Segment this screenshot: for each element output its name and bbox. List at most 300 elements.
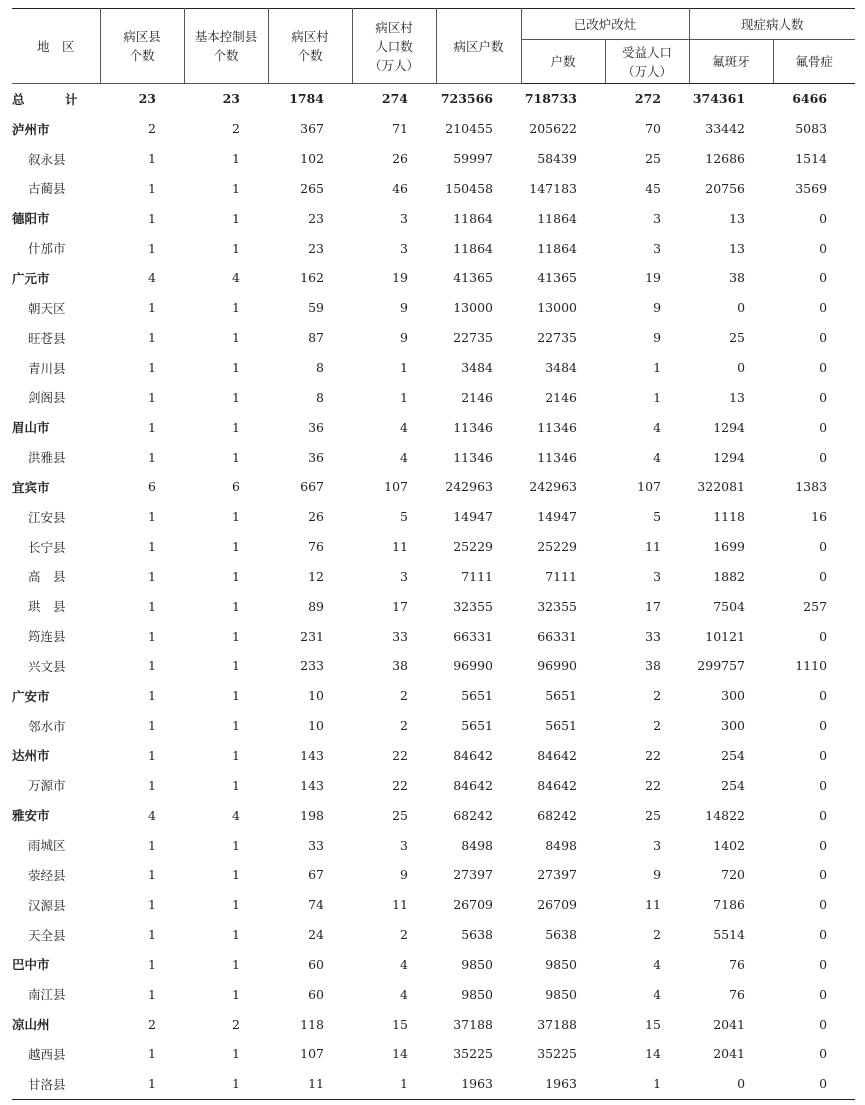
value-cell: 14822: [705, 807, 746, 823]
value-cell: 723566: [440, 91, 493, 107]
value-cell: 0: [819, 1046, 828, 1062]
value-cell: 76: [308, 539, 324, 555]
region-cell: 汉源县: [28, 897, 66, 913]
value-cell: 15: [392, 1016, 408, 1032]
region-cell: 达州市: [12, 748, 50, 764]
value-cell: 84642: [453, 747, 493, 763]
value-cell: 1: [148, 330, 156, 346]
value-cell: 0: [737, 360, 746, 376]
value-cell: 17: [392, 598, 408, 614]
value-cell: 9: [400, 867, 408, 883]
value-cell: 1: [232, 240, 240, 256]
value-cell: 4: [653, 986, 662, 1002]
value-cell: 11346: [537, 419, 577, 435]
value-cell: 1: [148, 598, 156, 614]
value-cell: 35225: [537, 1046, 577, 1062]
value-cell: 3: [653, 210, 662, 226]
value-cell: 38: [645, 658, 662, 674]
value-cell: 1: [232, 867, 240, 883]
value-cell: 2: [653, 718, 662, 734]
value-cell: 0: [819, 718, 828, 734]
county-row: [12, 830, 855, 860]
region-cell: 剑阁县: [28, 390, 66, 406]
value-cell: 322081: [697, 479, 746, 495]
value-cell: 118: [300, 1016, 324, 1032]
value-cell: 147183: [529, 180, 577, 196]
value-cell: 1: [232, 986, 240, 1002]
value-cell: 74: [308, 897, 324, 913]
value-cell: 1: [148, 509, 156, 525]
value-cell: 9: [653, 867, 662, 883]
value-cell: 667: [300, 479, 324, 495]
value-cell: 274: [381, 91, 408, 107]
value-cell: 257: [803, 598, 828, 614]
value-cell: 0: [819, 837, 828, 853]
value-cell: 14: [392, 1046, 408, 1062]
region-cell: 泸州市: [12, 121, 50, 137]
county-row: [12, 323, 855, 353]
value-cell: 107: [384, 479, 408, 495]
value-cell: 2146: [461, 389, 493, 405]
value-cell: 1882: [713, 568, 746, 584]
value-cell: 107: [300, 1046, 324, 1062]
value-cell: 1: [232, 180, 240, 196]
value-cell: 26: [308, 509, 324, 525]
value-cell: 143: [300, 777, 324, 793]
value-cell: 1: [232, 688, 240, 704]
value-cell: 87: [308, 330, 324, 346]
value-cell: 1: [148, 360, 156, 376]
value-cell: 0: [819, 956, 828, 972]
value-cell: 6466: [792, 91, 828, 107]
value-cell: 24: [308, 927, 324, 943]
value-cell: 4: [400, 986, 408, 1002]
value-cell: 1: [232, 419, 240, 435]
value-cell: 0: [819, 300, 828, 316]
value-cell: 7504: [713, 598, 746, 614]
value-cell: 33: [645, 628, 662, 644]
value-cell: 5651: [461, 718, 493, 734]
value-cell: 76: [729, 986, 746, 1002]
county-row: [12, 890, 855, 920]
value-cell: 2: [400, 688, 408, 704]
value-cell: 1: [148, 210, 156, 226]
city-row: [12, 203, 855, 233]
value-cell: 2: [400, 718, 408, 734]
header-stove-group: 已改炉改灶: [521, 9, 689, 40]
value-cell: 23: [308, 240, 324, 256]
value-cell: 299757: [697, 658, 746, 674]
value-cell: 1: [232, 658, 240, 674]
region-cell: 叙永县: [28, 151, 66, 167]
value-cell: 1: [148, 1046, 156, 1062]
value-cell: 8498: [545, 837, 577, 853]
value-cell: 38: [392, 658, 408, 674]
value-cell: 25: [645, 807, 662, 823]
value-cell: 1: [148, 986, 156, 1002]
value-cell: 23: [222, 91, 240, 107]
value-cell: 2146: [545, 389, 577, 405]
value-cell: 33: [392, 628, 408, 644]
value-cell: 23: [308, 210, 324, 226]
value-cell: 0: [819, 330, 828, 346]
value-cell: 8: [316, 389, 324, 405]
city-row: [12, 949, 855, 979]
value-cell: 13: [729, 240, 746, 256]
value-cell: 5638: [545, 927, 577, 943]
value-cell: 6: [232, 479, 240, 495]
value-cell: 0: [689, 1069, 773, 1099]
value-cell: 11864: [453, 240, 493, 256]
region-cell: 旺苍县: [28, 330, 66, 346]
value-cell: 1: [232, 300, 240, 316]
value-cell: 1: [148, 419, 156, 435]
value-cell: 23: [138, 91, 156, 107]
value-cell: 1: [232, 927, 240, 943]
value-cell: 66331: [453, 628, 493, 644]
value-cell: 1: [148, 449, 156, 465]
value-cell: 1110: [795, 658, 828, 674]
value-cell: 1402: [713, 837, 746, 853]
header-patients-group: 现症病人数: [689, 9, 855, 40]
county-row: [12, 651, 855, 681]
value-cell: 2: [400, 927, 408, 943]
value-cell: 13000: [453, 300, 493, 316]
county-row: [12, 233, 855, 263]
value-cell: 720: [721, 867, 746, 883]
value-cell: 1: [148, 897, 156, 913]
value-cell: 17: [645, 598, 662, 614]
value-cell: 27397: [537, 867, 577, 883]
value-cell: 0: [819, 240, 828, 256]
region-cell: 广安市: [12, 688, 50, 704]
table-body: [12, 84, 855, 1100]
value-cell: 7186: [713, 897, 746, 913]
value-cell: 1: [148, 628, 156, 644]
value-cell: 32355: [537, 598, 577, 614]
value-cell: 1: [232, 747, 240, 763]
value-cell: 0: [819, 360, 828, 376]
value-cell: 1: [232, 897, 240, 913]
value-cell: 1: [148, 240, 156, 256]
value-cell: 25: [729, 330, 746, 346]
value-cell: 76: [729, 956, 746, 972]
value-cell: 162: [300, 270, 324, 286]
value-cell: 0: [819, 927, 828, 943]
value-cell: 9: [400, 300, 408, 316]
value-cell: 5514: [713, 927, 746, 943]
value-cell: 4: [653, 449, 662, 465]
value-cell: 22: [645, 777, 662, 793]
value-cell: 1118: [713, 509, 746, 525]
region-cell: 兴文县: [28, 658, 66, 674]
value-cell: 210455: [445, 121, 493, 137]
value-cell: 1: [148, 718, 156, 734]
value-cell: 25: [645, 151, 662, 167]
value-cell: 12686: [705, 151, 746, 167]
county-row: [12, 1039, 855, 1069]
value-cell: 9: [400, 330, 408, 346]
value-cell: 2: [148, 121, 156, 137]
value-cell: 71: [392, 121, 408, 137]
value-cell: 107: [637, 479, 662, 495]
county-row: [12, 174, 855, 204]
county-row: [12, 353, 855, 383]
value-cell: 11: [268, 1069, 352, 1099]
value-cell: 1963: [436, 1069, 521, 1099]
value-cell: 242963: [445, 479, 493, 495]
value-cell: 96990: [537, 658, 577, 674]
value-cell: 5638: [461, 927, 493, 943]
value-cell: 33: [308, 837, 324, 853]
city-row: [12, 412, 855, 442]
value-cell: 3: [400, 837, 408, 853]
value-cell: 4: [653, 419, 662, 435]
value-cell: 13: [729, 389, 746, 405]
value-cell: 14: [645, 1046, 662, 1062]
value-cell: 10121: [705, 628, 746, 644]
value-cell: 1: [232, 568, 240, 584]
region-cell: 巴中市: [12, 957, 50, 973]
total-row: [12, 84, 855, 114]
value-cell: 0: [819, 688, 828, 704]
value-cell: 4: [148, 807, 156, 823]
value-cell: 0: [819, 897, 828, 913]
value-cell: 1: [232, 389, 240, 405]
value-cell: 19: [645, 270, 662, 286]
value-cell: 25229: [537, 539, 577, 555]
value-cell: 60: [308, 986, 324, 1002]
header-disease-households: 病区户数: [436, 9, 521, 84]
value-cell: 198: [300, 807, 324, 823]
value-cell: 27397: [453, 867, 493, 883]
value-cell: 19: [392, 270, 408, 286]
value-cell: 41365: [537, 270, 577, 286]
value-cell: 9: [653, 300, 662, 316]
value-cell: 25229: [453, 539, 493, 555]
value-cell: 1: [232, 598, 240, 614]
value-cell: 0: [819, 449, 828, 465]
county-row: [12, 770, 855, 800]
value-cell: 4: [400, 449, 408, 465]
value-cell: 9850: [545, 986, 577, 1002]
value-cell: 233: [300, 658, 324, 674]
region-cell: 荥经县: [28, 867, 66, 883]
value-cell: 37188: [453, 1016, 493, 1032]
value-cell: 1: [148, 180, 156, 196]
value-cell: 84642: [537, 777, 577, 793]
value-cell: 3: [653, 568, 662, 584]
value-cell: 2: [653, 927, 662, 943]
value-cell: 1699: [713, 539, 746, 555]
value-cell: 1: [148, 688, 156, 704]
region-cell: 青川县: [28, 360, 66, 376]
value-cell: 14947: [453, 509, 493, 525]
value-cell: 10: [308, 688, 324, 704]
value-cell: 1: [232, 1046, 240, 1062]
value-cell: 1: [148, 777, 156, 793]
value-cell: 2: [653, 688, 662, 704]
header-skeletal-fluorosis: 氟骨症: [773, 40, 855, 84]
value-cell: 84642: [453, 777, 493, 793]
value-cell: 0: [819, 210, 828, 226]
value-cell: 1: [184, 1069, 268, 1099]
value-cell: 1: [232, 956, 240, 972]
header-stove-beneficiaries: 受益人口 （万人）: [605, 40, 689, 84]
value-cell: 9850: [545, 956, 577, 972]
value-cell: 9850: [461, 986, 493, 1002]
city-row: [12, 1009, 855, 1039]
region-cell: 珙 县: [28, 599, 66, 615]
value-cell: 300: [721, 718, 746, 734]
value-cell: 1: [232, 210, 240, 226]
region-cell: 高 县: [28, 569, 66, 585]
value-cell: 3: [653, 837, 662, 853]
region-cell: 宜宾市: [12, 479, 50, 495]
value-cell: 4: [400, 419, 408, 435]
region-cell: 筠连县: [28, 629, 66, 645]
value-cell: 0: [819, 1016, 828, 1032]
value-cell: 11864: [537, 240, 577, 256]
county-row: [12, 293, 855, 323]
value-cell: 3484: [545, 360, 577, 376]
value-cell: 5651: [461, 688, 493, 704]
value-cell: 38: [729, 270, 746, 286]
city-row: [12, 114, 855, 144]
value-cell: 3: [400, 210, 408, 226]
value-cell: 5651: [545, 718, 577, 734]
region-cell: 洪雅县: [28, 450, 66, 466]
value-cell: 1: [148, 389, 156, 405]
region-cell: 眉山市: [12, 420, 50, 436]
city-row: [12, 741, 855, 771]
value-cell: 25: [392, 807, 408, 823]
value-cell: 0: [819, 807, 828, 823]
value-cell: 1: [653, 360, 662, 376]
county-row: [12, 979, 855, 1009]
value-cell: 1: [400, 360, 408, 376]
county-row: [12, 502, 855, 532]
value-cell: 4: [232, 270, 240, 286]
value-cell: 1: [232, 837, 240, 853]
value-cell: 59997: [453, 151, 493, 167]
county-row: [12, 711, 855, 741]
county-row: [12, 382, 855, 412]
value-cell: 5083: [795, 121, 828, 137]
value-cell: 0: [819, 867, 828, 883]
value-cell: 0: [819, 539, 828, 555]
value-cell: 1: [100, 1069, 184, 1099]
value-cell: 5651: [545, 688, 577, 704]
region-cell: 总 计: [12, 91, 92, 107]
value-cell: 45: [645, 180, 662, 196]
value-cell: 265: [300, 180, 324, 196]
value-cell: 1: [148, 867, 156, 883]
region-cell: 长宁县: [28, 539, 66, 555]
value-cell: 1: [148, 658, 156, 674]
value-cell: 11: [392, 539, 408, 555]
value-cell: 1: [148, 300, 156, 316]
value-cell: 1: [232, 151, 240, 167]
value-cell: 70: [645, 121, 662, 137]
value-cell: 8498: [461, 837, 493, 853]
value-cell: 89: [308, 598, 324, 614]
value-cell: 26: [392, 151, 408, 167]
header-basic-control: 基本控制县 个数: [184, 9, 268, 84]
county-row: [12, 1069, 855, 1099]
region-cell: 古蔺县: [28, 181, 66, 197]
city-row: [12, 472, 855, 502]
value-cell: 2: [148, 1016, 156, 1032]
table-header: [12, 9, 855, 84]
value-cell: 3484: [461, 360, 493, 376]
value-cell: 33442: [705, 121, 746, 137]
value-cell: 6: [148, 479, 156, 495]
value-cell: 5: [400, 509, 408, 525]
value-cell: 8: [316, 360, 324, 376]
value-cell: 22: [392, 747, 408, 763]
value-cell: 11864: [537, 210, 577, 226]
header-region: 地 区: [12, 9, 100, 84]
value-cell: 0: [819, 389, 828, 405]
value-cell: 41365: [453, 270, 493, 286]
value-cell: 1: [148, 927, 156, 943]
value-cell: 1: [400, 389, 408, 405]
value-cell: 300: [721, 688, 746, 704]
value-cell: 1: [232, 777, 240, 793]
value-cell: 46: [392, 180, 408, 196]
region-cell: 南江县: [28, 987, 66, 1003]
value-cell: 1: [148, 539, 156, 555]
value-cell: 11: [392, 897, 408, 913]
value-cell: 1: [232, 509, 240, 525]
value-cell: 2041: [713, 1046, 746, 1062]
value-cell: 1: [232, 718, 240, 734]
value-cell: 254: [721, 777, 746, 793]
value-cell: 0: [773, 1069, 855, 1099]
value-cell: 254: [721, 747, 746, 763]
value-cell: 1784: [289, 91, 324, 107]
region-cell: 雨城区: [28, 838, 66, 854]
value-cell: 1: [232, 330, 240, 346]
value-cell: 4: [148, 270, 156, 286]
city-row: [12, 263, 855, 293]
value-cell: 1294: [713, 419, 746, 435]
value-cell: 0: [819, 986, 828, 1002]
value-cell: 20756: [705, 180, 746, 196]
value-cell: 7111: [545, 568, 577, 584]
value-cell: 1: [653, 389, 662, 405]
value-cell: 22735: [537, 330, 577, 346]
region-cell: 邻水市: [28, 718, 66, 734]
value-cell: 3: [400, 240, 408, 256]
value-cell: 367: [300, 121, 324, 137]
region-cell: 万源市: [28, 778, 66, 794]
value-cell: 718733: [524, 91, 577, 107]
value-cell: 1: [148, 747, 156, 763]
region-cell: 甘洛县: [12, 1069, 100, 1099]
value-cell: 1294: [713, 449, 746, 465]
region-cell: 德阳市: [12, 211, 50, 227]
value-cell: 11: [645, 539, 662, 555]
header-village-population: 病区村 人口数 （万人）: [352, 9, 436, 84]
value-cell: 12: [308, 568, 324, 584]
region-cell: 什邡市: [28, 241, 66, 257]
county-row: [12, 144, 855, 174]
value-cell: 2041: [713, 1016, 746, 1032]
value-cell: 4: [400, 956, 408, 972]
value-cell: 0: [819, 568, 828, 584]
